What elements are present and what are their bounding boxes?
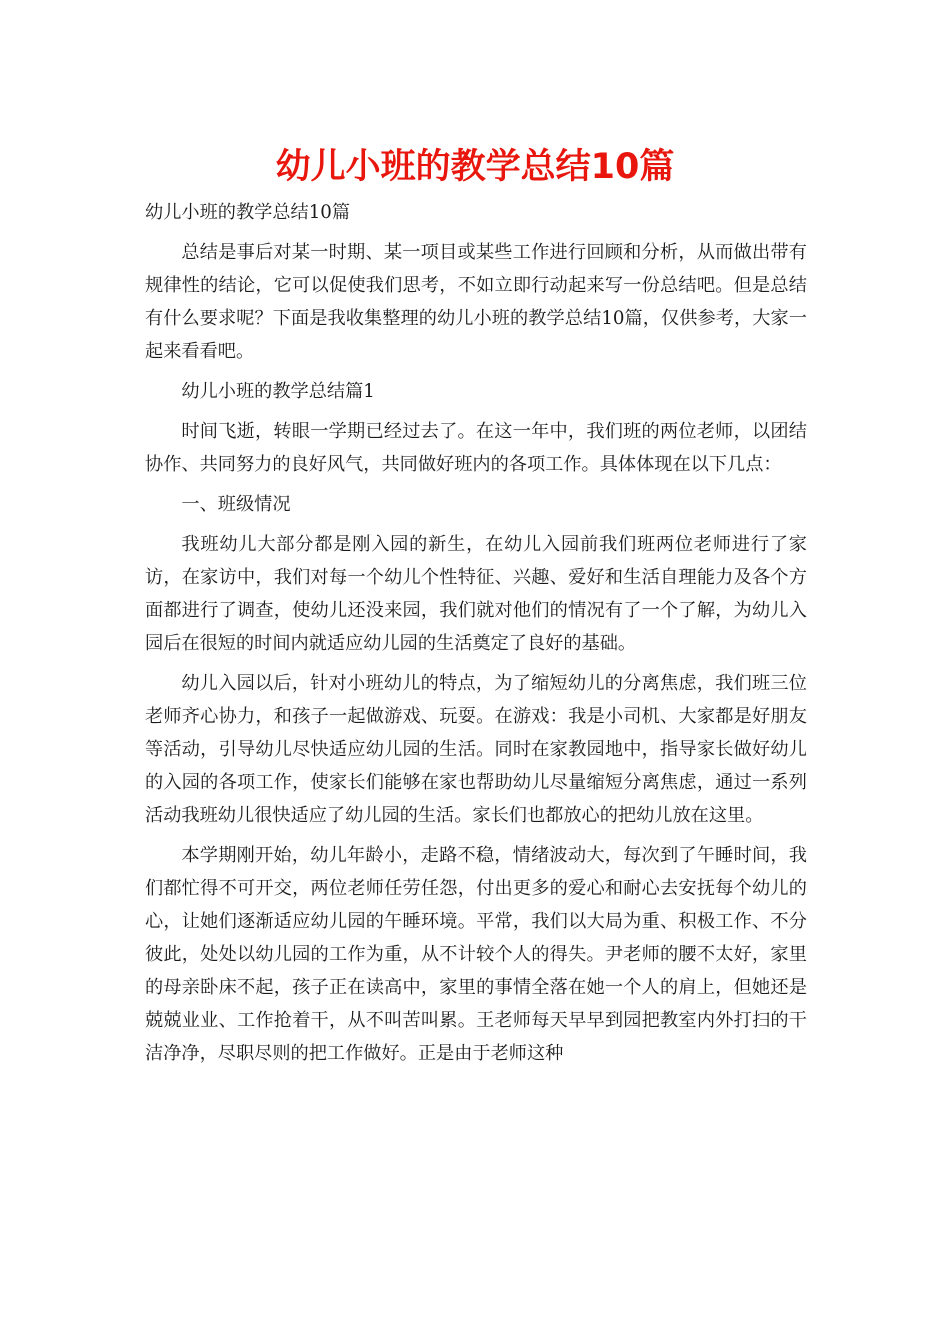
body-paragraph: 总结是事后对某一时期、某一项目或某些工作进行回顾和分析，从而做出带有规律性的结论，它可以促使我们思考，不如立即行动起来写一份总结吧。但是总结有什么要求呢？下面是我收集整理的幼儿小班的教学总结10篇，仅供参考，大家一起来看看吧。 — [145, 242, 807, 362]
body-paragraph: 本学期刚开始，幼儿年龄小，走路不稳，情绪波动大，每次到了午睡时间，我们都忙得不可开交，两位老师任劳任怨，付出更多的爱心和耐心去安抚每个幼儿的心，让她们逐渐适应幼儿园的午睡环境。平常，我们以大局为重、积极工作、不分彼此，处处以幼儿园的工作为重，从不计较个人的得失。尹老师的腰不太好，家里的母亲卧床不起，孩子正在读高中，家里的事情全落在她一个人的肩上，但她还是兢兢业业、工作抢着干，从不叫苦叫累。王老师每天早早到园把教室内外打扫的干洁净净，尽职尽则的把工作做好。正是由于老师这种 — [145, 845, 807, 1064]
body-paragraph: 幼儿小班的教学总结篇1 — [181, 381, 375, 402]
body-paragraph: 我班幼儿大部分都是刚入园的新生，在幼儿入园前我们班两位老师进行了家访，在家访中，我们对每一个幼儿个性特征、兴趣、爱好和生活自理能力及各个方面都进行了调查，使幼儿还没来园，我们就对他们的情况有了一个了解，为幼儿入园后在很短的时间内就适应幼儿园的生活奠定了良好的基础。 — [145, 534, 807, 654]
document-title: 幼儿小班的教学总结10篇 — [275, 147, 675, 187]
document-subtitle: 幼儿小班的教学总结10篇 — [145, 202, 351, 223]
document-body — [145, 196, 807, 1077]
body-paragraph: 一、班级情况 — [181, 494, 291, 515]
body-paragraph: 时间飞逝，转眼一学期已经过去了。在这一年中，我们班的两位老师，以团结协作、共同努力的良好风气，共同做好班内的各项工作。具体体现在以下几点： — [145, 421, 807, 475]
body-paragraph: 幼儿入园以后，针对小班幼儿的特点，为了缩短幼儿的分离焦虑，我们班三位老师齐心协力，和孩子一起做游戏、玩耍。在游戏：我是小司机、大家都是好朋友等活动，引导幼儿尽快适应幼儿园的生活。同时在家教园地中，指导家长做好幼儿的入园的各项工作，使家长们能够在家也帮助幼儿尽量缩短分离焦虑，通过一系列活动我班幼儿很快适应了幼儿园的生活。家长们也都放心的把幼儿放在这里。 — [145, 673, 807, 826]
